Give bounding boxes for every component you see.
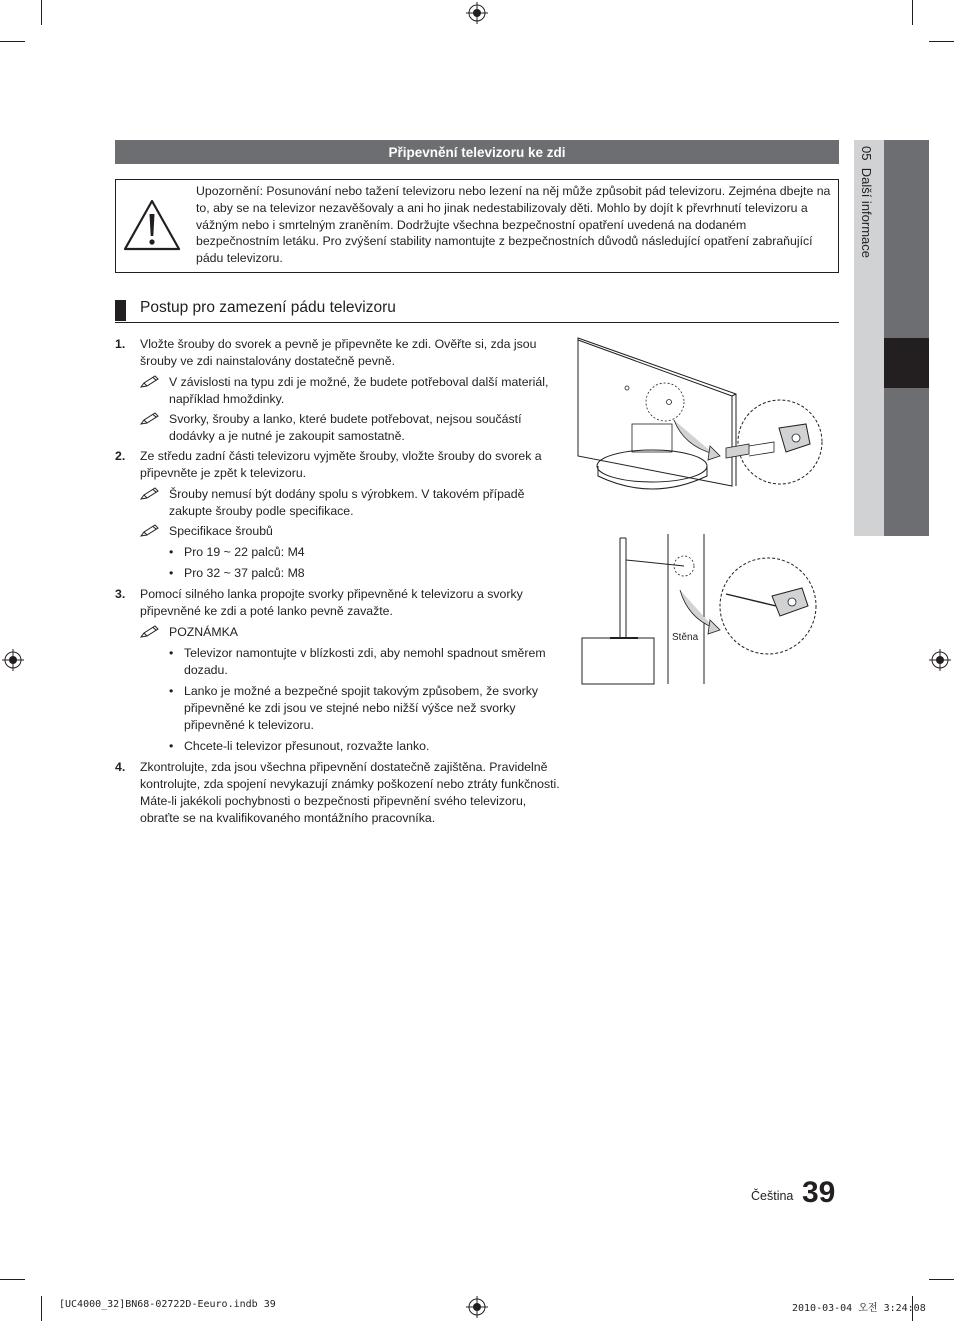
footer-language: Čeština: [751, 1189, 794, 1203]
step-2: [115, 448, 565, 482]
step-1: [115, 336, 565, 370]
note-text: POZNÁMKA: [169, 625, 239, 639]
pencil-note-icon: [140, 375, 160, 389]
chapter-label: [859, 146, 874, 258]
pencil-note-icon: [140, 412, 160, 426]
chapter-number: 05: [859, 146, 874, 161]
registration-mark-icon: [2, 649, 24, 671]
warning-box: [115, 179, 839, 273]
note-text: Specifikace šroubů: [169, 524, 273, 538]
step-text: Vložte šrouby do svorek a pevně je připevněte ke zdi. Ověřte si, zda jsou šrouby ve zdi nainstalovány dostatečně pevně.: [140, 337, 537, 368]
section-heading: [115, 298, 839, 323]
note-text: V závislosti na typu zdi je možné, že budete potřeboval další materiál, například hmoždinky.: [169, 375, 549, 406]
step-text: Pomocí silného lanka propojte svorky připevněné k televizoru a svorky připevněné ke zdi a poté lanko pevně zavažte.: [140, 587, 523, 618]
bullet-icon: •: [169, 739, 174, 753]
note: [140, 411, 565, 445]
pencil-note-icon: [140, 524, 160, 538]
instructions: [115, 336, 565, 831]
crop-mark: [41, 1296, 42, 1321]
warning-triangle-icon: [122, 198, 182, 252]
note: [140, 523, 565, 540]
list-item-text: Pro 32 ~ 37 palců: M8: [184, 566, 305, 580]
page-number: 39: [802, 1176, 836, 1209]
step-number: 4.: [115, 760, 126, 774]
registration-mark-icon: [466, 2, 488, 24]
step-number: 3.: [115, 587, 126, 601]
crop-mark: [41, 0, 42, 25]
bullet-icon: •: [169, 646, 174, 660]
pencil-note-icon: [140, 625, 160, 639]
list-item-text: Lanko je možné a bezpečné spojit takovým způsobem, že svorky připevněné ke zdi jsou ve stejné nebo nižší výšce než svorky připevněné k televizoru.: [184, 684, 539, 732]
section-title: Postup pro zamezení pádu televizoru: [140, 299, 396, 316]
step-number: 1.: [115, 337, 126, 351]
crop-mark: [912, 0, 913, 25]
note-text: Svorky, šrouby a lanko, které budete potřebovat, nejsou součástí dodávky a je nutné je zakoupit samostatně.: [169, 412, 522, 443]
list-item-text: Televizor namontujte v blízkosti zdi, aby nemohl spadnout směrem dozadu.: [184, 646, 546, 677]
wall-illustration: [580, 534, 832, 686]
step-text: Ze středu zadní části televizoru vyjměte šrouby, vložte šrouby do svorek a připevněte je zpět k televizoru.: [140, 449, 542, 480]
step-text: Zkontrolujte, zda jsou všechna připevnění dostatečně zajištěna. Pravidelně kontrolujte, zda spojení nevykazují známky poškození nebo ztráty funkčnosti. Máte-li jakékoli pochybnosti o bezpečnosti připevnění svého televizoru, obraťte se na kvalifikovaného montážního pracovníka.: [140, 760, 560, 825]
crop-mark: [929, 1279, 954, 1280]
wall-label: Stěna: [672, 632, 699, 643]
list-item: [169, 738, 565, 755]
list-item: [169, 544, 565, 561]
list-item: [169, 683, 565, 734]
note: [140, 624, 565, 641]
crop-mark: [0, 41, 25, 42]
list-item: [169, 565, 565, 582]
step-number: 2.: [115, 449, 126, 463]
crop-mark: [0, 1279, 25, 1280]
registration-mark-icon: [929, 649, 951, 671]
step-3: [115, 586, 565, 620]
bullet-icon: •: [169, 566, 174, 580]
bullet-icon: •: [169, 545, 174, 559]
note: [140, 374, 565, 408]
list-item: [169, 645, 565, 679]
list-item-text: Chcete-li televizor přesunout, rozvažte lanko.: [184, 739, 430, 753]
chapter-indicator: [884, 338, 929, 388]
crop-mark: [929, 41, 954, 42]
note: [140, 486, 565, 520]
tv-back-illustration: [574, 336, 830, 496]
warning-body: : Posunování nebo tažení televizoru nebo lezení na něj může způsobit pád televizoru. Zejména dbejte na to, aby se na televizor nezavěšovaly a ani ho jinak nedestabilizovaly děti. Mohlo by dojít k převrhnutí televizoru a vážným nebo i smrtelným zraněním. Dodržujte všechna bezpečnostní opatření uvedená na dodaném bezpečnostním letáku. Pro zvýšení stability namontujte z bezpečnostních důvodů následující opatření zabraňující pádu televizoru.: [196, 184, 831, 266]
page-title: Připevnění televizoru ke zdi: [115, 140, 839, 164]
print-slug-date: 2010-03-04 오전 3:24:08: [792, 1303, 926, 1314]
warning-label: Upozornění: [196, 184, 260, 198]
registration-mark-icon: [466, 1296, 488, 1318]
warning-text: [196, 183, 832, 267]
list-item-text: Pro 19 ~ 22 palců: M4: [184, 545, 305, 559]
note-text: Šrouby nemusí být dodány spolu s výrobkem. V takovém případě zakupte šrouby podle specifikace.: [169, 487, 525, 518]
bullet-icon: •: [169, 684, 174, 698]
step-4: [115, 759, 565, 827]
print-slug-file: [UC4000_32]BN68-02722D-Eeuro.indb 39: [59, 1299, 276, 1310]
section-marker: [115, 300, 126, 321]
chapter-title: Další informace: [859, 167, 874, 259]
pencil-note-icon: [140, 487, 160, 501]
